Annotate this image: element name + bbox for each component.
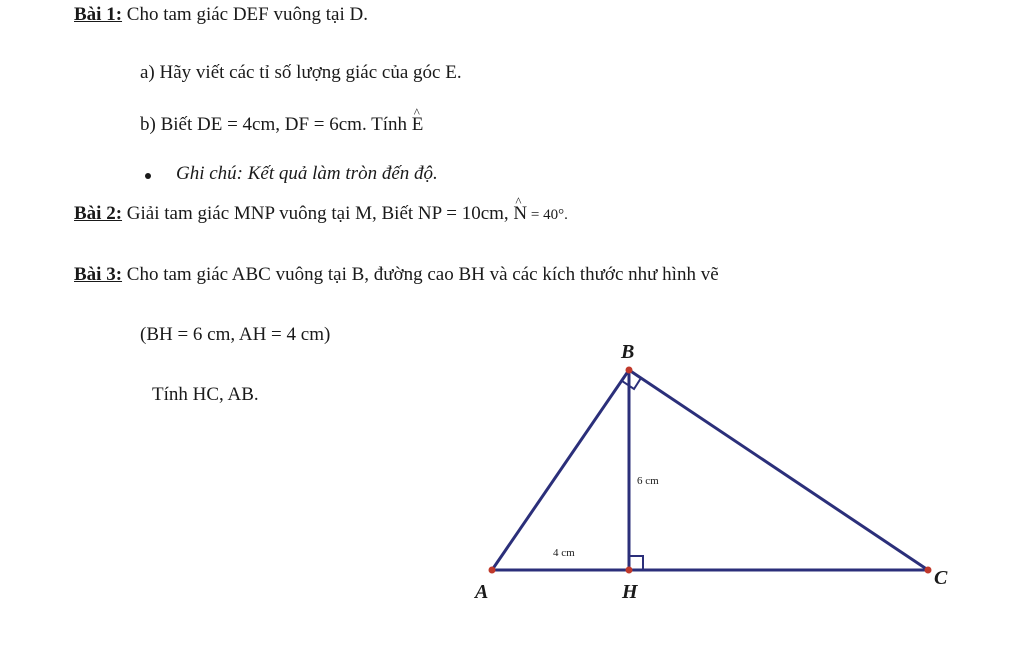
bai1-part-b-text: b) Biết DE = 4cm, DF = 6cm. Tính [140, 114, 412, 135]
bai3-given: (BH = 6 cm, AH = 4 cm) [140, 324, 331, 345]
bai1-part-a: a) Hãy viết các tỉ số lượng giác của góc E. [140, 62, 462, 83]
side-ab [492, 370, 629, 570]
label-a: A [475, 581, 489, 603]
vertex-dot-a [489, 567, 496, 574]
angle-n: ^ N [513, 203, 527, 226]
bai3-heading: Bài 3: [74, 264, 123, 285]
bai1-note: Ghi chú: Kết quả làm tròn đến độ. [176, 163, 438, 184]
bai3-ask: Tính HC, AB. [152, 384, 259, 405]
label-b: B [621, 341, 635, 363]
right-angle-mark-b [622, 370, 641, 389]
label-h: H [622, 581, 638, 603]
bai2-text: Giải tam giác MNP vuông tại M, Biết NP = 10cm, [122, 203, 514, 224]
vertex-dot-b [626, 367, 633, 374]
bai2-heading: Bài 2: [74, 203, 123, 224]
label-bh-length: 6 cm [637, 475, 659, 487]
bai3-text: Cho tam giác ABC vuông tại B, đường cao BH và các kích thước như hình vẽ [122, 264, 719, 285]
label-c: C [934, 567, 948, 589]
bai1-heading: Bài 1: [74, 4, 123, 25]
triangle-lines [492, 370, 928, 570]
side-bc [629, 370, 928, 570]
bai1-text: Cho tam giác DEF vuông tại D. [122, 4, 368, 25]
vertex-dot-c [925, 567, 932, 574]
bai2-angle-value: = 40°. [527, 207, 568, 223]
vertex-dot-h [626, 567, 633, 574]
angle-e: ^ E [412, 114, 424, 137]
label-ah-length: 4 cm [553, 547, 575, 559]
